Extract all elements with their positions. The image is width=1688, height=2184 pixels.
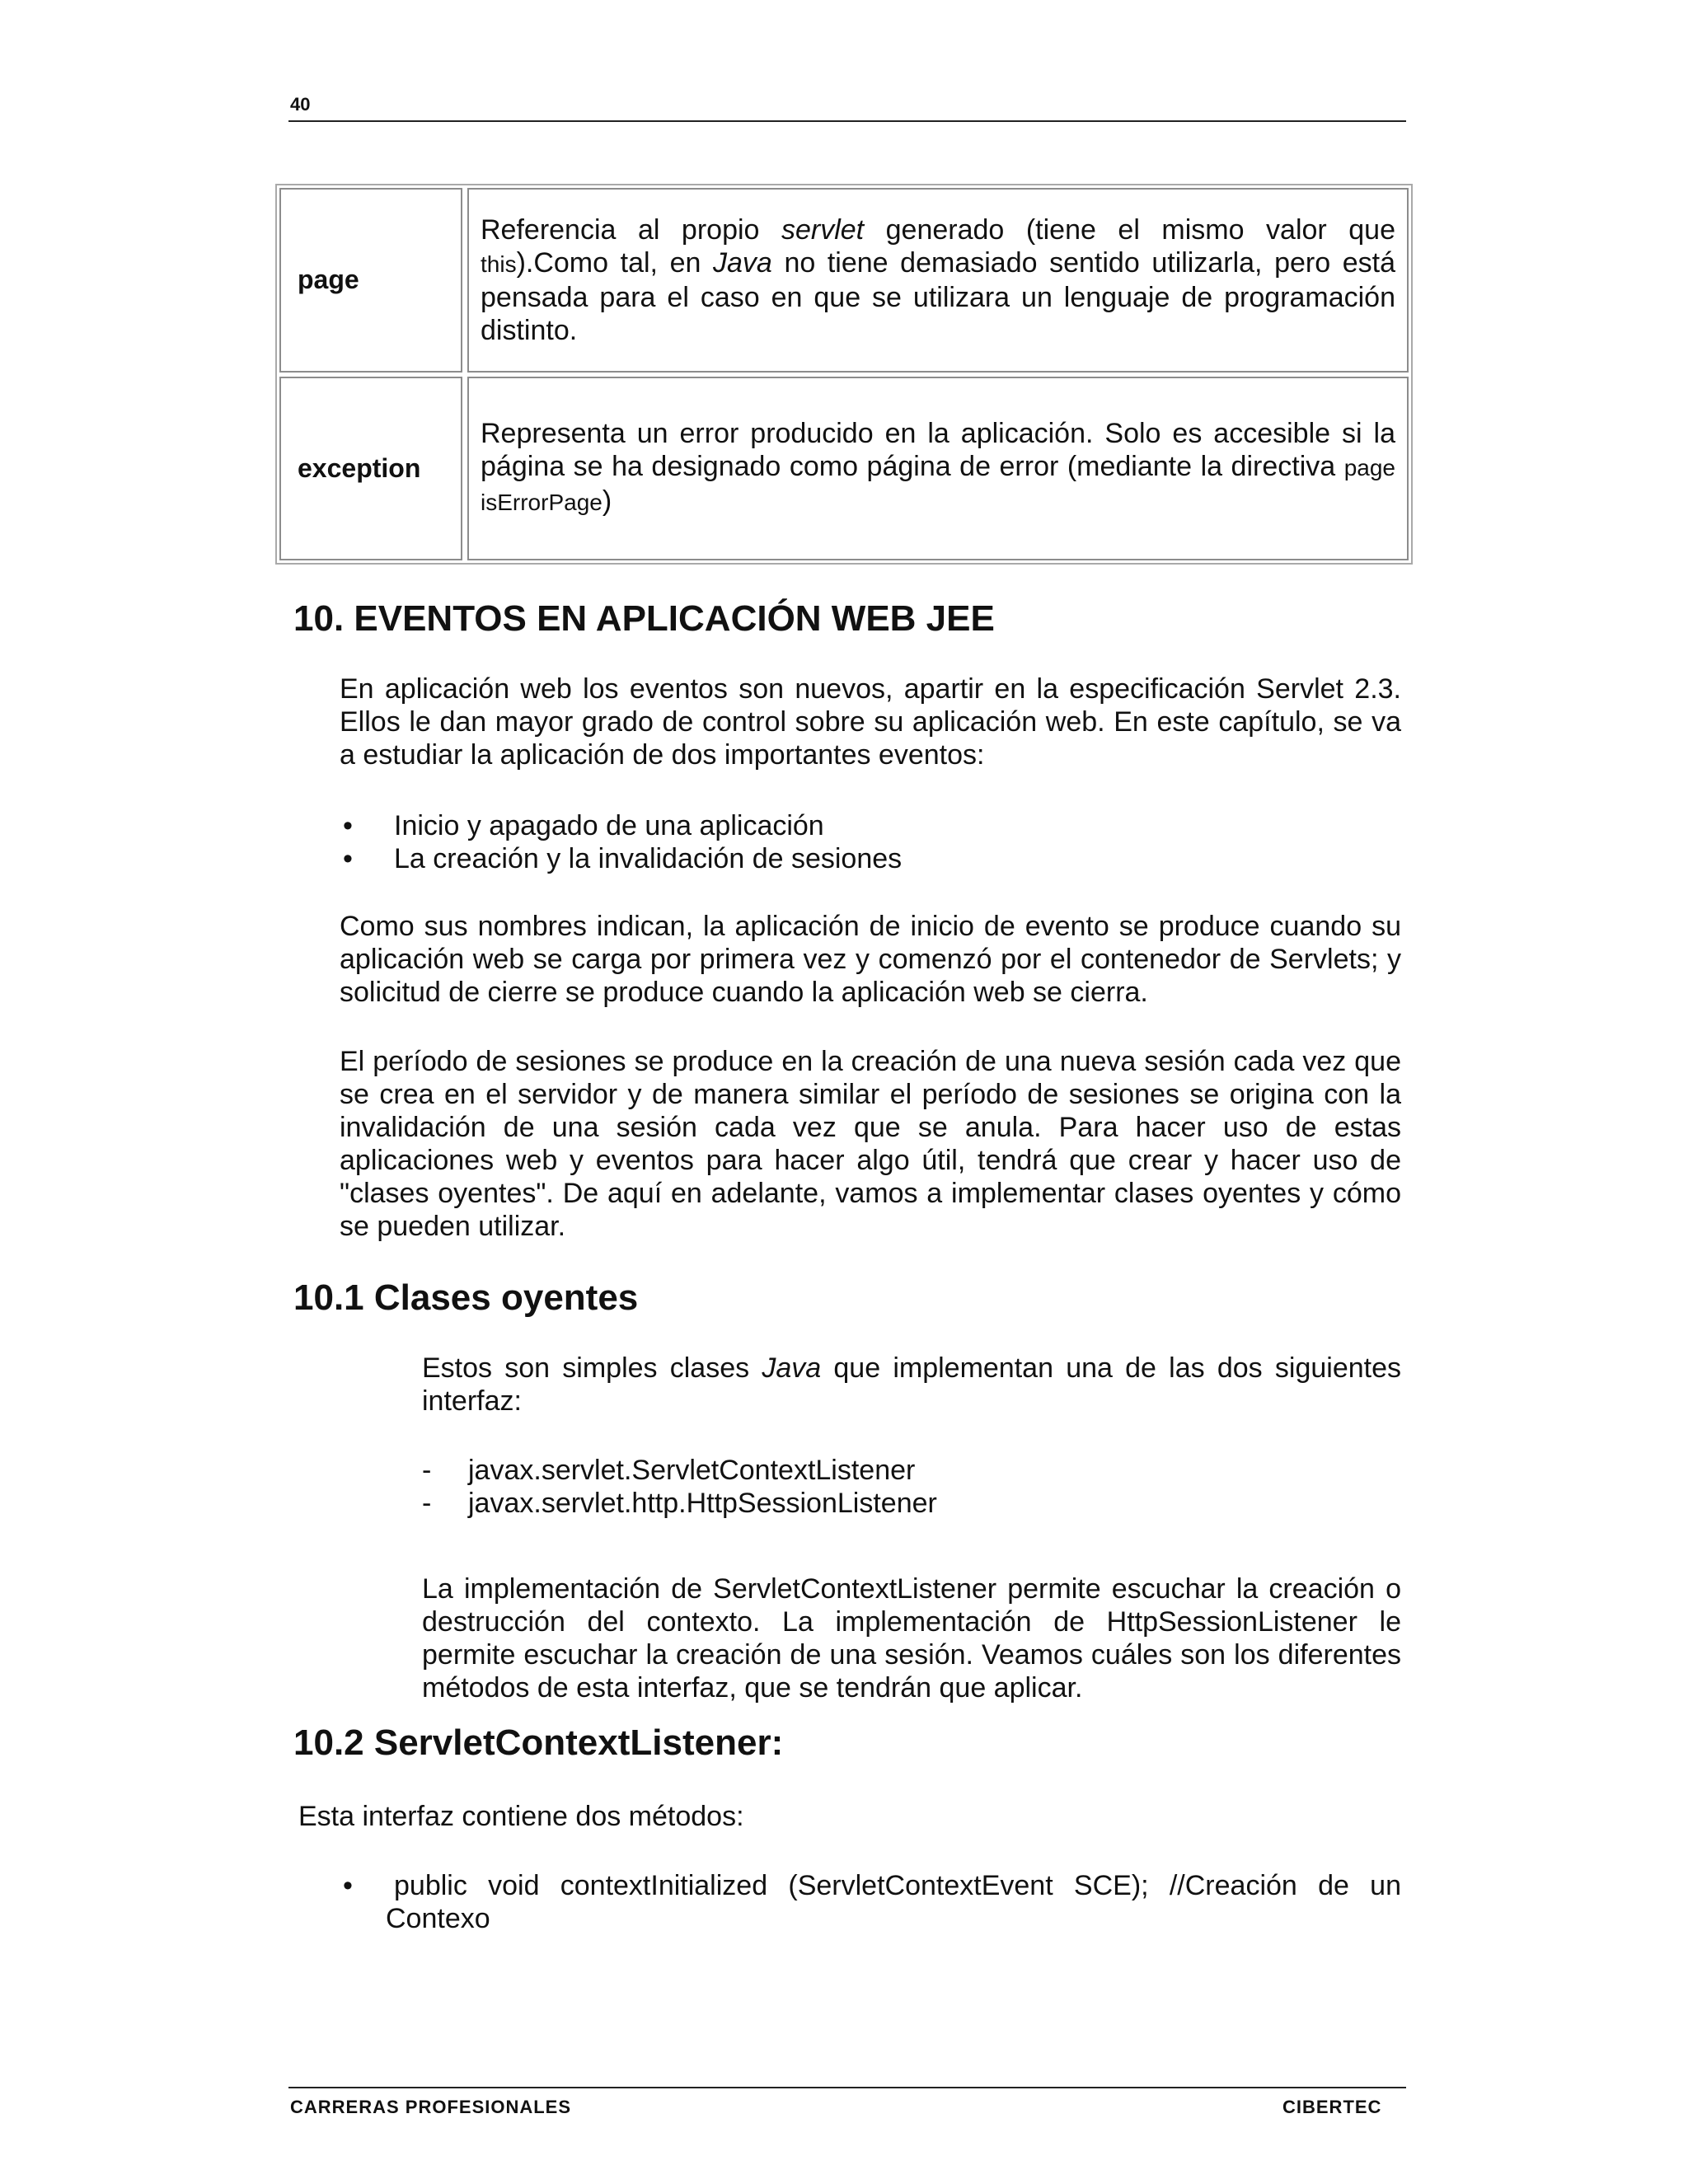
section-10-1-intro: Estos son simples clases Java que implementan una de las dos siguientes interfaz: bbox=[422, 1352, 1401, 1417]
listener-interfaces-list bbox=[422, 1454, 937, 1520]
list-item: - javax.servlet.ServletContextListener bbox=[422, 1455, 916, 1486]
header-rule bbox=[288, 120, 1406, 122]
list-item: - javax.servlet.http.HttpSessionListener bbox=[422, 1488, 937, 1519]
section-10-paragraph-3: El período de sesiones se produce en la creación de una nueva sesión cada vez que se crea en el servidor y de manera similar el período de sesiones se origina con la invalidación de una sesión cada vez que se anula. Para hacer uso de estas aplicaciones web y eventos para hacer algo útil, tendrá que crear y hacer uso de "clases oyentes". De aquí en adelante, vamos a implementar clases oyentes y cómo se pueden utilizar. bbox=[340, 1046, 1401, 1242]
object-description-cell bbox=[467, 188, 1409, 373]
section-10-title: 10. EVENTOS EN APLICACIÓN WEB JEE bbox=[293, 598, 995, 639]
section-10-paragraph-2: Como sus nombres indican, la aplicación de inicio de evento se produce cuando su aplicación web se carga por primera vez y comenzó por el contenedor de Servlets; y solicitud de cierre se produce cuando la aplicación web se cierra. bbox=[340, 911, 1401, 1008]
table-row bbox=[279, 377, 1409, 561]
object-name-cell bbox=[279, 188, 462, 373]
section-10-bullet-list bbox=[340, 809, 902, 875]
section-10-1-title: 10.1 Clases oyentes bbox=[293, 1277, 639, 1318]
section-10-1-paragraph: La implementación de ServletContextListener permite escuchar la creación o destrucción del contexto. La implementación de HttpSessionListener le permite escuchar la creación de una sesión. Veamos cuáles son los diferentes métodos de esta interfaz, que se tendrán que aplicar. bbox=[422, 1573, 1401, 1704]
object-name: page bbox=[298, 265, 359, 295]
object-description: Representa un error producido en la aplicación. Solo es accesible si la página se ha designado como página de error (mediante la directiva page isErrorPage) bbox=[481, 418, 1395, 518]
dash-icon: - bbox=[422, 1455, 432, 1486]
list-item: • public void contextInitialized (ServletContextEvent SCE); //Creación de un Contexo bbox=[343, 1870, 1401, 1934]
code-text: this bbox=[481, 251, 517, 277]
footer-rule bbox=[288, 2087, 1406, 2088]
dash-icon: - bbox=[422, 1488, 432, 1519]
footer-right: CIBERTEC bbox=[1282, 2097, 1382, 2117]
section-10-2-title: 10.2 ServletContextListener: bbox=[293, 1722, 784, 1763]
code-text: page isErrorPage bbox=[481, 455, 1395, 516]
implicit-objects-table bbox=[275, 184, 1413, 565]
bullet-icon: • bbox=[343, 843, 353, 874]
section-10-2-bullet-list bbox=[340, 1869, 1401, 1935]
object-name-cell bbox=[279, 377, 462, 561]
list-item: • La creación y la invalidación de sesiones bbox=[343, 843, 903, 874]
bullet-icon: • bbox=[343, 1870, 353, 1901]
section-10-intro: En aplicación web los eventos son nuevos, apartir en la especificación Servlet 2.3. Ellos le dan mayor grado de control sobre su aplicación web. En este capítulo, se va a estudiar la aplicación de dos importantes eventos: bbox=[340, 673, 1401, 771]
list-item: • Inicio y apagado de una aplicación bbox=[343, 810, 824, 841]
page-number: 40 bbox=[290, 94, 311, 115]
table-row bbox=[279, 188, 1409, 373]
bullet-icon: • bbox=[343, 810, 353, 841]
section-10-2-intro: Esta interfaz contiene dos métodos: bbox=[298, 1801, 744, 1832]
object-description: Referencia al propio servlet generado (tiene el mismo valor que this).Como tal, en Java no tiene demasiado sentido utilizarla, pero está pensada para el caso en que se utilizara un lenguaje de programación distinto. bbox=[481, 213, 1396, 346]
object-name: exception bbox=[298, 452, 421, 483]
object-description-cell bbox=[467, 377, 1409, 561]
footer-left: CARRERAS PROFESIONALES bbox=[290, 2097, 572, 2117]
